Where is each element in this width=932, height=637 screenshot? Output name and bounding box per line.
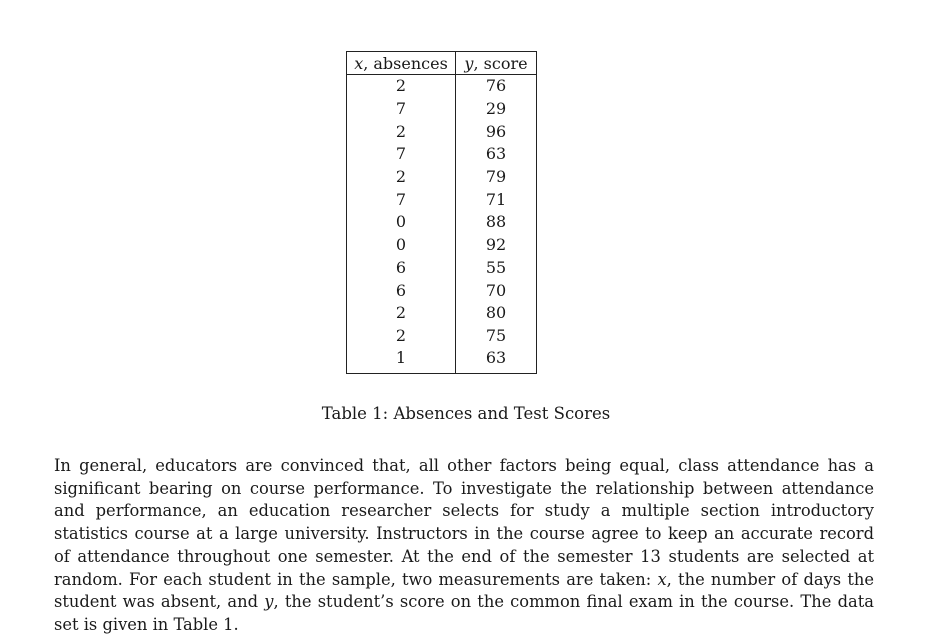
- absences-scores-table: [346, 51, 537, 374]
- score-cell: 96: [485, 121, 507, 141]
- header-absences: [347, 52, 456, 75]
- score-cell: 75: [485, 325, 507, 345]
- absences-cell: 7: [347, 98, 456, 121]
- paragraph-var-x: x: [657, 569, 667, 589]
- table-header-row: [347, 52, 537, 75]
- header-score: [456, 52, 537, 75]
- absences-cell: 2: [347, 325, 456, 348]
- table-row: [347, 120, 537, 143]
- score-cell: 70: [485, 280, 507, 300]
- table-row: [347, 188, 537, 211]
- table-row: [347, 166, 537, 189]
- score-cell: 63: [485, 144, 507, 164]
- paragraph-var-y: y: [264, 592, 274, 612]
- absences-cell: 6: [347, 279, 456, 302]
- paragraph-text-part1: In general, educators are convinced that, all other factors being equal, class attendance has a significant bearing on course performance. To investigate the relationship between attendance and performance, an education researcher selects for study a multiple section introductory statistics course at a large university. Instructors in the course agree to keep an accurate record of attendance throughout one semester. At the end of the semester 13 students are selected at random. For each student in the sample, two measurements are taken:: [54, 456, 874, 589]
- header-x-label: , absences: [363, 53, 448, 73]
- table-row: [347, 347, 537, 374]
- paragraph-text-part3: , the student’s score on the common final exam in the course. The data set is given in Table 1.: [54, 592, 874, 634]
- score-cell: 29: [485, 99, 507, 119]
- header-x-variable: x: [354, 53, 364, 73]
- table-caption: Table 1: Absences and Test Scores: [321, 404, 611, 423]
- absences-cell: 2: [347, 120, 456, 143]
- score-cell: 76: [485, 76, 507, 96]
- table-row: [347, 279, 537, 302]
- description-paragraph: [54, 455, 874, 637]
- table-row: [347, 211, 537, 234]
- score-cell: 92: [485, 235, 507, 255]
- score-cell: 63: [485, 348, 507, 368]
- table-row: [347, 234, 537, 257]
- table-row: [347, 75, 537, 98]
- score-cell: 55: [485, 257, 507, 277]
- score-cell: 79: [485, 167, 507, 187]
- table-row: [347, 325, 537, 348]
- absences-cell: 6: [347, 257, 456, 280]
- table-row: [347, 143, 537, 166]
- table-row: [347, 257, 537, 280]
- header-y-variable: y: [464, 53, 474, 73]
- absences-cell: 7: [347, 143, 456, 166]
- table-row: [347, 98, 537, 121]
- score-cell: 80: [485, 303, 507, 323]
- absences-cell: 1: [347, 347, 456, 374]
- absences-cell: 0: [347, 211, 456, 234]
- table-row: [347, 302, 537, 325]
- absences-cell: 2: [347, 302, 456, 325]
- absences-cell: 2: [347, 75, 456, 98]
- score-cell: 71: [485, 189, 507, 209]
- paragraph-text-part2: , the number of days the student was absent, and: [54, 569, 874, 612]
- absences-cell: 2: [347, 166, 456, 189]
- absences-cell: 7: [347, 188, 456, 211]
- score-cell: 88: [485, 212, 507, 232]
- header-y-label: , score: [473, 53, 528, 73]
- absences-cell: 0: [347, 234, 456, 257]
